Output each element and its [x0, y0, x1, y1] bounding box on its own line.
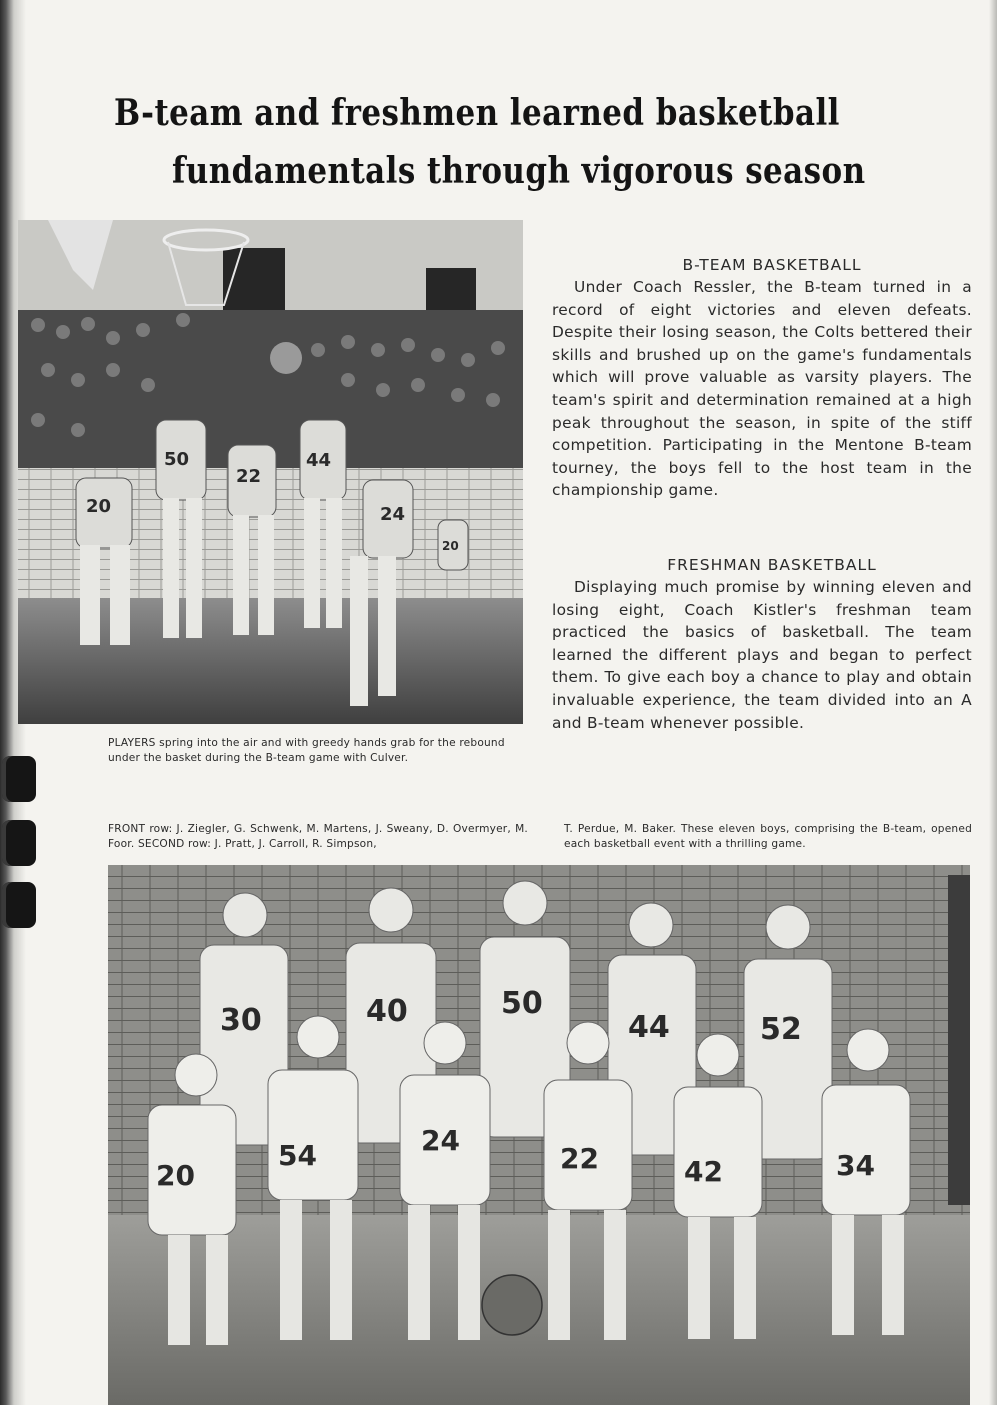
jersey-number: 44: [306, 450, 332, 471]
jersey-number: 24: [380, 504, 406, 525]
jersey-number: 42: [684, 1155, 723, 1188]
article-body: Under Coach Ressler, the B-team turned in a record of eight victories and eleven defeats. Despite their losing season, the Colts bettered their skills and brushed up on the game's fundamentals which will prove valuable as varsity players. The team's spirit and determination remained at a high peak throughout the season, in spite of the stiff competition. Participating in the Mentone B-team tourney, the boys fell to the host team in the championship game.: [552, 278, 972, 500]
team-photo-caption-right: T. Perdue, M. Baker. These eleven boys, comprising the B-team, opened each basketball event with a thrilling game.: [564, 823, 972, 850]
jersey-number: 44: [628, 1010, 670, 1045]
jersey-number: 52: [760, 1012, 802, 1047]
jersey-number: 30: [220, 1003, 262, 1038]
freshman-article: [552, 554, 972, 734]
jersey-number: 40: [366, 994, 408, 1029]
jersey-number: 50: [164, 449, 190, 470]
action-photo: [18, 220, 523, 724]
jersey-number: 20: [442, 539, 459, 553]
jersey-number: 22: [236, 466, 262, 487]
page-title-line2: fundamentals through vigorous season: [172, 150, 866, 192]
jersey-number: 50: [501, 986, 543, 1021]
page-title-line1: B-team and freshmen learned basketball: [114, 92, 840, 134]
team-photo-caption-left: FRONT row: J. Ziegler, G. Schwenk, M. Martens, J. Sweany, D. Overmyer, M. Foor. SECOND row: J. Pratt, J. Carroll, R. Simpson,: [108, 823, 528, 850]
jersey-number: 22: [560, 1142, 599, 1175]
article-heading: FRESHMAN BASKETBALL: [667, 556, 877, 574]
binder-ring: [2, 756, 36, 802]
jersey-number: 20: [156, 1159, 195, 1192]
binder-ring: [2, 820, 36, 866]
jersey-number: 34: [836, 1149, 875, 1182]
article-body: Displaying much promise by winning eleven and losing eight, Coach Kistler's freshman team practiced the basics of basketball. The team learned the different plays and began to perfect them. To give each boy a chance to play and obtain invaluable experience, the team divided into an A and B-team whenever possible.: [552, 578, 972, 732]
article-heading: B-TEAM BASKETBALL: [682, 256, 862, 274]
jersey-number: 54: [278, 1139, 317, 1172]
binder-ring: [2, 882, 36, 928]
jersey-number: 20: [86, 496, 112, 517]
jersey-number: 24: [421, 1124, 460, 1157]
page-edge: [989, 0, 997, 1405]
bteam-article: [552, 254, 972, 502]
team-photo: [108, 865, 970, 1405]
action-photo-caption: PLAYERS spring into the air and with greedy hands grab for the rebound under the basket during the B-team game with Culver.: [108, 737, 505, 764]
